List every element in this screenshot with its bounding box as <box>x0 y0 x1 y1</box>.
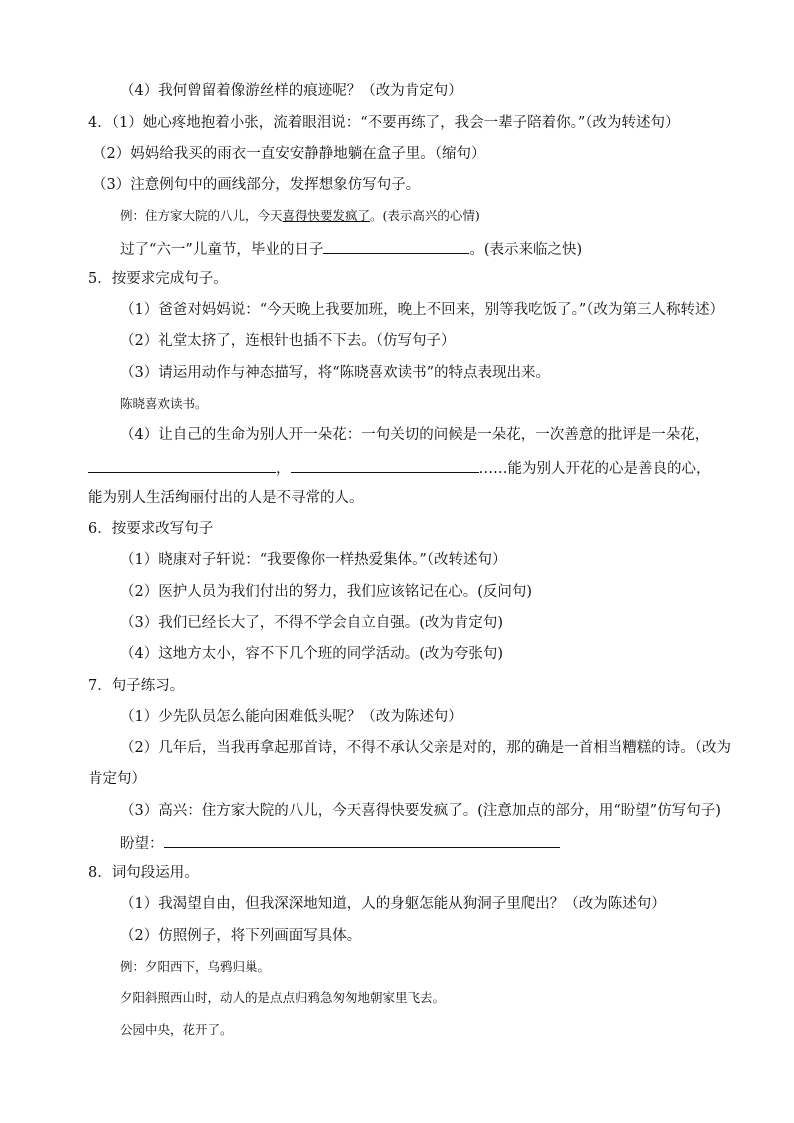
example-line: 公园中央，花开了。 <box>120 1022 233 1037</box>
example-text: 例：住方家大院的八儿，今天 <box>120 208 283 223</box>
answer-blank[interactable] <box>323 238 469 254</box>
question-line: （1）我渴望自由，但我深深地知道，人的身躯怎能从狗洞子里爬出？（改为陈述句） <box>120 896 666 912</box>
question-line: （2）礼堂太挤了，连根针也插不下去。（仿写句子） <box>120 333 456 349</box>
separator-text: ， <box>276 461 291 477</box>
question-line: （3）我们已经长大了，不得不学会自立自强。(改为肯定句) <box>120 615 504 631</box>
question-line: （3）注意例句中的画线部分，发挥想象仿写句子。 <box>92 177 421 193</box>
underlined-phrase: 喜得快要发疯了 <box>282 208 371 223</box>
question-line: （1）晓康对子轩说：“我要像你一样热爱集体。”（改转述句） <box>120 552 507 568</box>
question-line: 能为别人生活绚丽付出的人是不寻常的人。 <box>88 490 364 506</box>
example-line: 例：夕阳西下，乌鸦归巢。 <box>120 959 271 974</box>
example-line: 夕阳斜照西山时，动人的是点点归鸦急匆匆地朝家里飞去。 <box>120 990 446 1005</box>
answer-blank[interactable] <box>291 457 479 473</box>
question-8-heading: 8．词句段运用。 <box>88 865 199 881</box>
fill-line <box>120 832 560 854</box>
question-line: （4）我何曾留着像游丝样的痕迹呢？（改为肯定句） <box>120 83 463 99</box>
question-line: （2）妈妈给我买的雨衣一直安安静静地躺在盒子里。（缩句） <box>92 146 486 162</box>
answer-blank[interactable] <box>88 457 276 473</box>
example-note: 。(表示高兴的心情) <box>370 208 480 223</box>
question-5-heading: 5．按要求完成句子。 <box>88 271 228 287</box>
question-line: （3）高兴：住方家大院的八儿，今天喜得快要发疯了。(注意加点的部分，用“盼望”仿写句子) <box>120 803 721 819</box>
example-line: 陈晓喜欢读书。 <box>120 396 208 411</box>
fill-line <box>120 238 582 260</box>
answer-blank[interactable] <box>164 832 560 848</box>
prompt-text: 过了“六一”儿童节，毕业的日子 <box>120 242 324 258</box>
question-7-heading: 7．句子练习。 <box>88 678 185 694</box>
continuation-text: ……能为别人开花的心是善良的心， <box>478 461 711 477</box>
example-line <box>120 206 480 226</box>
question-line: （1）少先队员怎么能向困难低头呢？（改为陈述句） <box>120 709 463 725</box>
prompt-note: 。(表示来临之快) <box>469 242 583 258</box>
question-6-heading: 6．按要求改写句子 <box>88 521 214 537</box>
question-line: 肯定句） <box>88 771 146 787</box>
question-line: （1）爸爸对妈妈说：“今天晚上我要加班，晚上不回来，别等我吃饭了。”（改为第三人称转述） <box>120 302 725 318</box>
question-4-heading: 4．（1）她心疼地抱着小张，流着眼泪说：“不要再练了，我会一辈子陪着你。”（改为转述句） <box>88 115 680 131</box>
question-line: （4）这地方太小，容不下几个班的同学活动。(改为夸张句) <box>120 646 504 662</box>
question-line: （2）几年后，当我再拿起那首诗，不得不承认父亲是对的，那的确是一首相当糟糕的诗。（改为 <box>120 740 731 756</box>
question-line: （2）仿照例子，将下列画面写具体。 <box>120 928 362 944</box>
prompt-text: 盼望： <box>120 836 164 852</box>
question-line: （2）医护人员为我们付出的努力，我们应该铭记在心。(反问句) <box>120 584 533 600</box>
question-line: （3）请运用动作与神态描写，将“陈晓喜欢读书”的特点表现出来。 <box>120 365 551 381</box>
fill-line <box>88 457 711 479</box>
question-line: （4）让自己的生命为别人开一朵花：一句关切的问候是一朵花，一次善意的批评是一朵花， <box>120 427 710 443</box>
